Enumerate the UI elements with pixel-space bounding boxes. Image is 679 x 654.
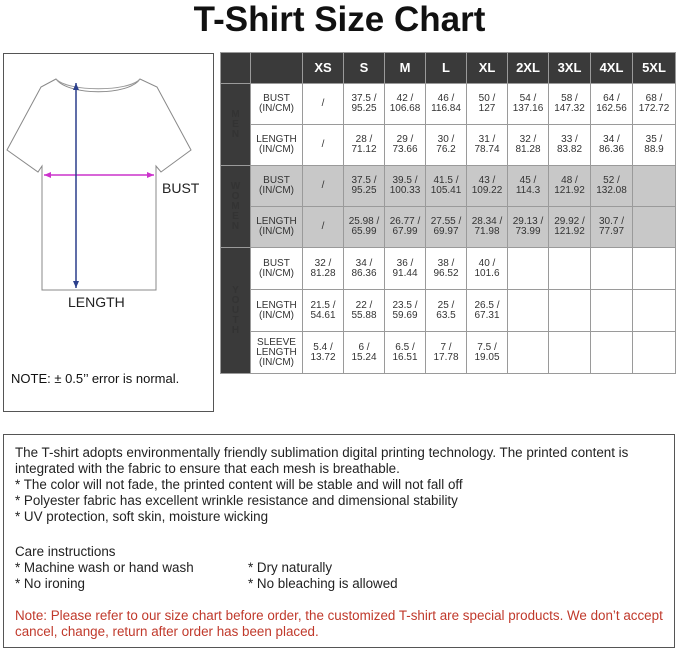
size-value-cell: 5.4 / 13.72	[303, 332, 344, 374]
size-table	[220, 52, 676, 374]
size-value-cell: 68 / 172.72	[633, 84, 676, 125]
size-header-cell: XS	[303, 53, 344, 84]
size-value-cell	[633, 248, 676, 290]
size-value-cell: 6.5 / 16.51	[385, 332, 426, 374]
size-header-cell: XL	[467, 53, 508, 84]
size-value-cell: 42 / 106.68	[385, 84, 426, 125]
size-value-cell: 7.5 / 19.05	[467, 332, 508, 374]
size-row-women	[221, 166, 676, 207]
order-policy-note: Note: Please refer to our size chart before order, the customized T-shirt are special products. We don’t accept cancel, change, return after order has been placed.	[15, 608, 663, 639]
size-header-row	[221, 53, 676, 84]
size-header-cell: 2XL	[508, 53, 549, 84]
size-value-cell: 31 / 78.74	[467, 125, 508, 166]
size-value-cell: 37.5 / 95.25	[344, 84, 385, 125]
size-value-cell: 6 / 15.24	[344, 332, 385, 374]
size-value-cell: /	[303, 84, 344, 125]
page-title: T-Shirt Size Chart	[193, 0, 486, 39]
size-value-cell: /	[303, 207, 344, 248]
group-label-text: W O M E N	[230, 180, 241, 232]
size-value-cell: 54 / 137.16	[508, 84, 549, 125]
size-value-cell: 25 / 63.5	[426, 290, 467, 332]
size-row-youth	[221, 290, 676, 332]
care-item: * No bleaching is allowed	[248, 576, 398, 591]
measurement-label: BUST (IN/CM)	[251, 248, 303, 290]
length-label: LENGTH	[68, 294, 125, 310]
size-value-cell: 37.5 / 95.25	[344, 166, 385, 207]
product-info-panel	[3, 434, 675, 648]
size-header-cell: M	[385, 53, 426, 84]
size-value-cell: 43 / 109.22	[467, 166, 508, 207]
care-item: * No ironing	[15, 576, 85, 591]
size-row-men	[221, 125, 676, 166]
size-value-cell: 21.5 / 54.61	[303, 290, 344, 332]
size-row-women	[221, 207, 676, 248]
size-value-cell: /	[303, 166, 344, 207]
size-value-cell: 45 / 114.3	[508, 166, 549, 207]
size-value-cell: 34 / 86.36	[344, 248, 385, 290]
size-value-cell	[633, 207, 676, 248]
size-value-cell: 22 / 55.88	[344, 290, 385, 332]
size-row-men	[221, 84, 676, 125]
size-value-cell: /	[303, 125, 344, 166]
size-value-cell: 36 / 91.44	[385, 248, 426, 290]
size-value-cell: 28 / 71.12	[344, 125, 385, 166]
size-value-cell: 50 / 127	[467, 84, 508, 125]
tshirt-outline-icon	[4, 54, 213, 411]
size-value-cell: 30 / 76.2	[426, 125, 467, 166]
tolerance-note: NOTE: ± 0.5’’ error is normal.	[11, 371, 180, 386]
size-row-youth	[221, 248, 676, 290]
size-value-cell	[633, 332, 676, 374]
size-value-cell	[591, 332, 633, 374]
tshirt-diagram-panel	[3, 53, 214, 412]
size-value-cell: 29.13 / 73.99	[508, 207, 549, 248]
size-value-cell	[549, 290, 591, 332]
size-value-cell: 26.77 / 67.99	[385, 207, 426, 248]
header-corner	[221, 53, 251, 84]
size-value-cell: 46 / 116.84	[426, 84, 467, 125]
size-value-cell: 35 / 88.9	[633, 125, 676, 166]
size-value-cell	[633, 290, 676, 332]
size-value-cell: 7 / 17.78	[426, 332, 467, 374]
feature-bullet: * The color will not fade, the printed content will be stable and will not fall off	[15, 477, 463, 492]
description-paragraph: The T-shirt adopts environmentally friendly sublimation digital printing technology. The printed content is integrated with the fabric to ensure that each mesh is breathable.	[15, 445, 629, 476]
size-value-cell	[591, 290, 633, 332]
size-value-cell: 41.5 / 105.41	[426, 166, 467, 207]
measurement-label: LENGTH (IN/CM)	[251, 125, 303, 166]
header-corner	[251, 53, 303, 84]
size-value-cell: 52 / 132.08	[591, 166, 633, 207]
group-label-text: Y O U T H	[231, 284, 240, 336]
size-header-cell: 5XL	[633, 53, 676, 84]
size-header-cell: S	[344, 53, 385, 84]
measurement-label: LENGTH (IN/CM)	[251, 290, 303, 332]
size-value-cell: 39.5 / 100.33	[385, 166, 426, 207]
care-instructions-title: Care instructions	[15, 544, 116, 559]
size-header-cell: 4XL	[591, 53, 633, 84]
size-value-cell: 25.98 / 65.99	[344, 207, 385, 248]
size-header-cell: 3XL	[549, 53, 591, 84]
size-value-cell: 30.7 / 77.97	[591, 207, 633, 248]
size-value-cell: 28.34 / 71.98	[467, 207, 508, 248]
size-value-cell	[591, 248, 633, 290]
group-label-men	[221, 84, 251, 166]
size-value-cell: 33 / 83.82	[549, 125, 591, 166]
size-value-cell: 32 / 81.28	[303, 248, 344, 290]
size-value-cell: 48 / 121.92	[549, 166, 591, 207]
size-value-cell	[508, 248, 549, 290]
measurement-label: BUST (IN/CM)	[251, 166, 303, 207]
care-item: * Dry naturally	[248, 560, 333, 575]
size-value-cell: 23.5 / 59.69	[385, 290, 426, 332]
measurement-label: LENGTH (IN/CM)	[251, 207, 303, 248]
group-label-women	[221, 166, 251, 248]
size-value-cell	[633, 166, 676, 207]
size-header-cell: L	[426, 53, 467, 84]
size-value-cell: 29.92 / 121.92	[549, 207, 591, 248]
size-value-cell: 58 / 147.32	[549, 84, 591, 125]
measurement-label: BUST (IN/CM)	[251, 84, 303, 125]
feature-bullet: * UV protection, soft skin, moisture wicking	[15, 509, 269, 524]
size-value-cell	[508, 332, 549, 374]
care-item: * Machine wash or hand wash	[15, 560, 194, 575]
size-value-cell: 29 / 73.66	[385, 125, 426, 166]
feature-bullet: * Polyester fabric has excellent wrinkle resistance and dimensional stability	[15, 493, 458, 508]
size-row-youth	[221, 332, 676, 374]
bust-label: BUST	[162, 180, 200, 196]
size-value-cell	[549, 248, 591, 290]
size-value-cell: 26.5 / 67.31	[467, 290, 508, 332]
size-value-cell	[549, 332, 591, 374]
product-description	[15, 445, 669, 525]
size-value-cell	[508, 290, 549, 332]
size-value-cell: 32 / 81.28	[508, 125, 549, 166]
group-label-youth	[221, 248, 251, 374]
size-value-cell: 38 / 96.52	[426, 248, 467, 290]
size-value-cell: 34 / 86.36	[591, 125, 633, 166]
size-value-cell: 40 / 101.6	[467, 248, 508, 290]
size-value-cell: 27.55 / 69.97	[426, 207, 467, 248]
group-label-text: M E N	[231, 108, 240, 140]
size-value-cell: 64 / 162.56	[591, 84, 633, 125]
measurement-label: SLEEVE LENGTH (IN/CM)	[251, 332, 303, 374]
